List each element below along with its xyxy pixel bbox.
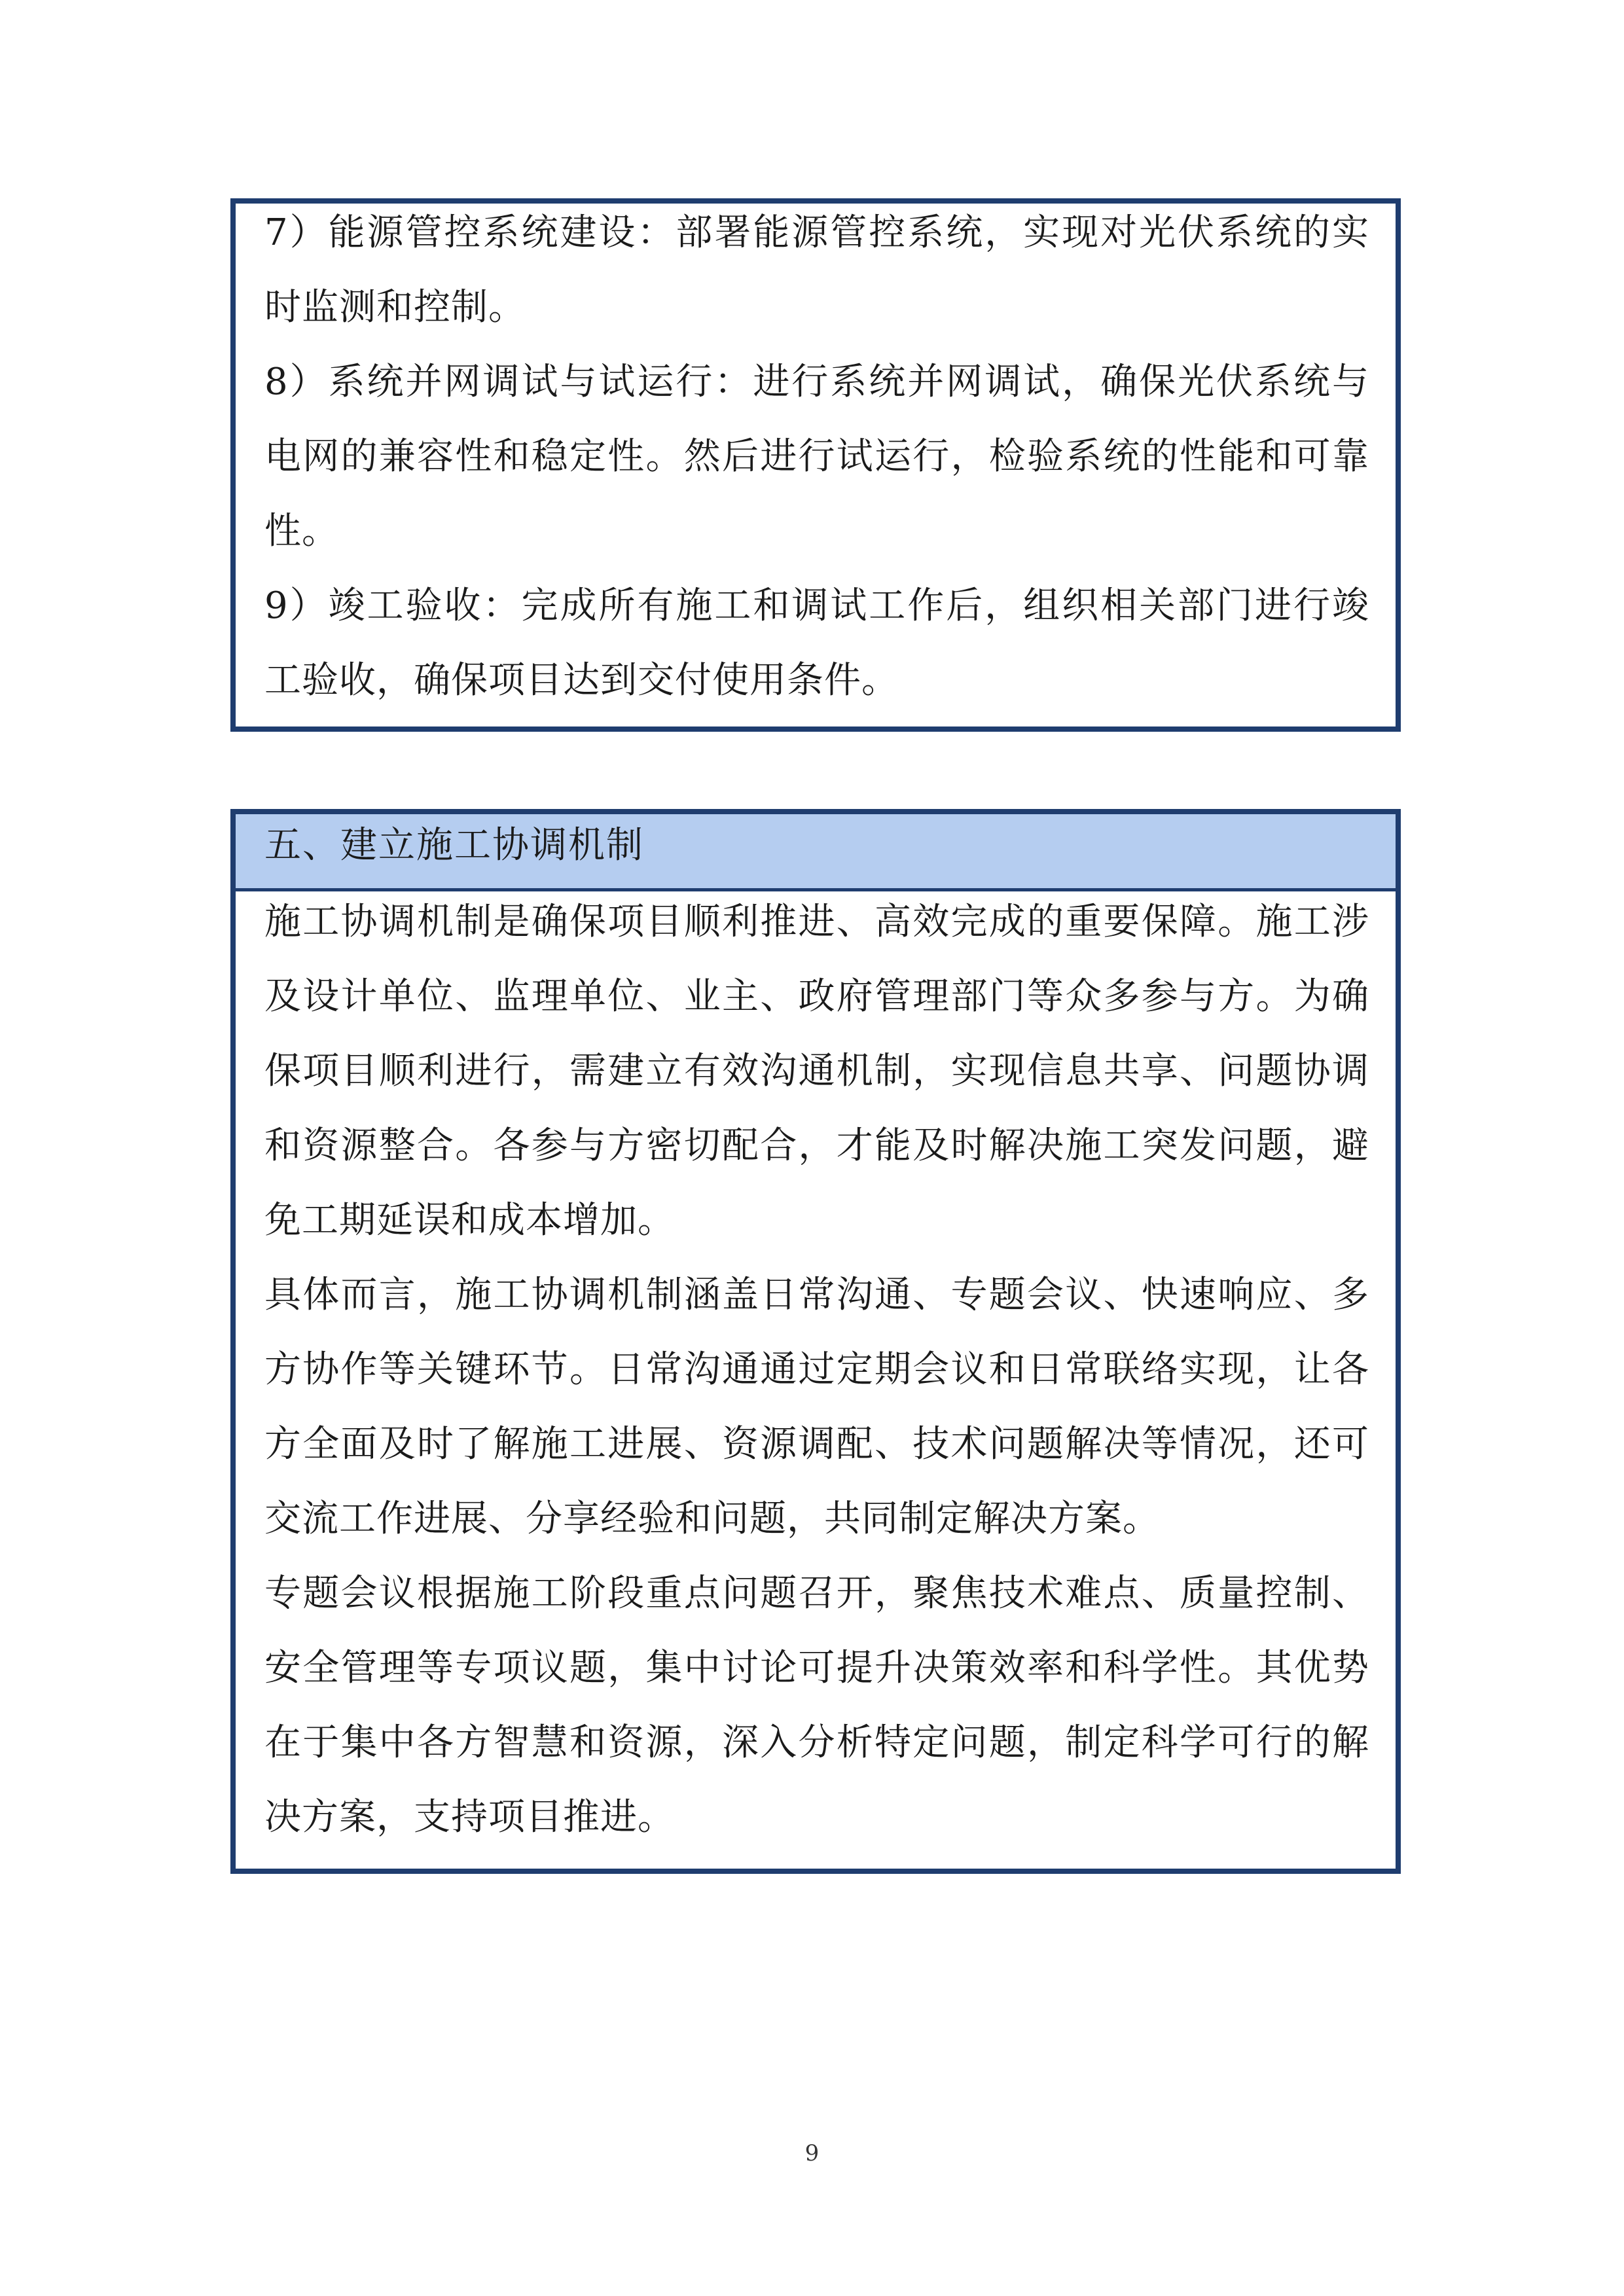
coordination-box-body — [236, 885, 1396, 1855]
page-number: 9 — [804, 2140, 820, 2166]
steps-box-body — [236, 196, 1396, 718]
step-9-paragraph: 9）竣工验收：完成所有施工和调试工作后，组织相关部门进行竣工验收，确保项目达到交付使用条件。 — [264, 584, 1369, 702]
step-7-paragraph: 7）能源管控系统建设：部署能源管控系统，实现对光伏系统的实时监测和控制。 — [264, 211, 1369, 329]
coordination-paragraph-3: 专题会议根据施工阶段重点问题召开，聚焦技术难点、质量控制、安全管理等专项议题，集中讨论可提升决策效率和科学性。其优势在于集中各方智慧和资源，深入分析特定问题，制定科学可行的解决方案，支持项目推进。 — [264, 1572, 1369, 1839]
coordination-paragraph-1: 施工协调机制是确保项目顺利推进、高效完成的重要保障。施工涉及设计单位、监理单位、业主、政府管理部门等众多参与方。为确保项目顺利进行，需建立有效沟通机制，实现信息共享、问题协调和资源整合。各参与方密切配合，才能及时解决施工突发问题，避免工期延误和成本增加。 — [264, 901, 1369, 1242]
section-heading: 五、建立施工协调机制 — [236, 814, 1396, 891]
steps-box — [230, 198, 1401, 732]
coordination-box — [230, 809, 1401, 1874]
step-8-paragraph: 8）系统并网调试与试运行：进行系统并网调试，确保光伏系统与电网的兼容性和稳定性。然后进行试运行，检验系统的性能和可靠性。 — [264, 361, 1369, 552]
coordination-paragraph-2: 具体而言，施工协调机制涵盖日常沟通、专题会议、快速响应、多方协作等关键环节。日常沟通通过定期会议和日常联络实现，让各方全面及时了解施工进展、资源调配、技术问题解决等情况，还可交流工作进展、分享经验和问题，共同制定解决方案。 — [264, 1274, 1369, 1540]
